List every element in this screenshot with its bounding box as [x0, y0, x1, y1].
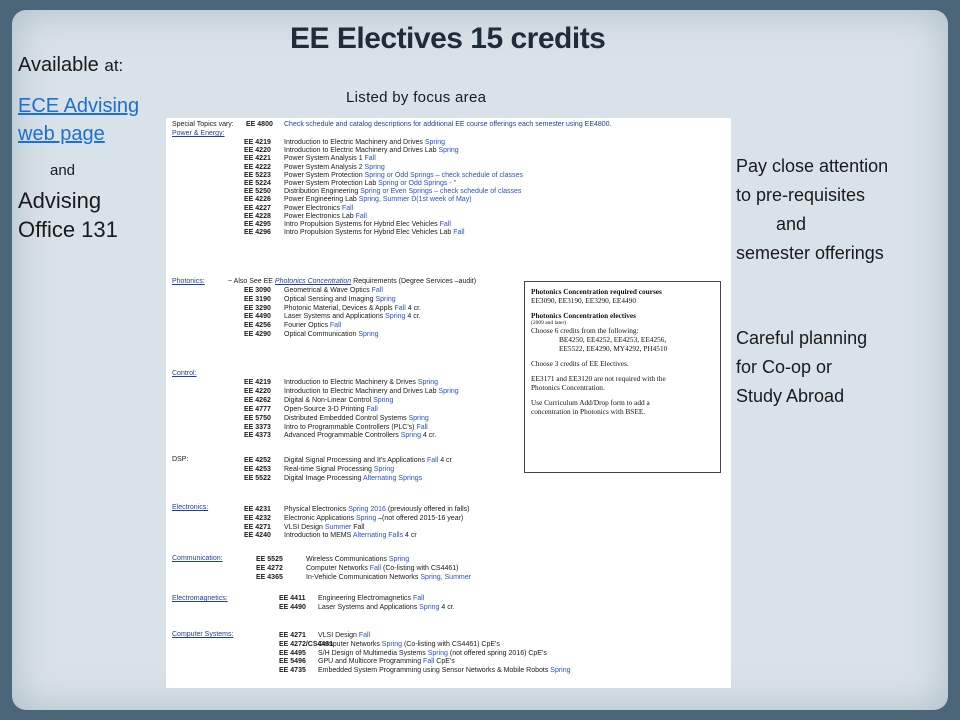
- course-name: Computer Networks: [306, 564, 370, 572]
- course-term: Spring: [385, 313, 406, 321]
- course-name: Distribution Engineering: [284, 188, 361, 196]
- course-name: Engineering Electromagnetics: [318, 595, 413, 602]
- photonics-note: [228, 278, 476, 285]
- course-term: Spring: [355, 514, 377, 522]
- course-name: Open-Source 3-D Printing: [284, 405, 367, 413]
- course-extra: 4 cr.: [405, 313, 421, 321]
- course-term: Spring: [417, 379, 439, 386]
- course-term: Spring: [358, 331, 379, 338]
- special-topics-label: Special Topics vary:: [172, 121, 234, 128]
- note-post: Requirements (Degree Services –audit): [353, 278, 477, 285]
- course-term: Spring: [438, 387, 459, 395]
- course-code: EE 3290: [244, 304, 271, 312]
- course-code: EE 5525: [256, 556, 283, 563]
- course-code: EE 4296: [244, 229, 271, 237]
- course-extra: 4 cr: [403, 532, 417, 540]
- course-title: [284, 388, 459, 395]
- course-name: S/H Design of Multimedia Systems: [318, 649, 428, 657]
- course-term: Fall: [412, 595, 425, 602]
- course-name: Distributed Embedded Control Systems: [284, 414, 409, 422]
- course-name: Laser Systems and Applications: [284, 313, 386, 321]
- course-name: Power System Protection Lab: [284, 180, 379, 187]
- course-term: Spring, Summer: [420, 573, 471, 581]
- course-code: EE 4272/CS4461: [279, 640, 334, 648]
- course-name: Photonic Material, Devices & Appls: [284, 304, 395, 312]
- course-name: Digital & Non-Linear Control: [284, 396, 374, 404]
- course-code: EE 4373: [244, 432, 271, 440]
- control-link[interactable]: Control:: [172, 370, 197, 377]
- office-line-2: Office 131: [18, 217, 118, 242]
- course-title: [284, 213, 367, 220]
- course-name: GPU and Multicore Programming: [318, 658, 424, 666]
- course-code: EE 4232: [244, 514, 271, 522]
- course-term: Fall: [355, 212, 367, 220]
- course-name: Intro Propulsion Systems for Hybrid Elec Vehicles Lab: [284, 229, 454, 237]
- course-extra: (Co-listing with CS4461) CpE's: [402, 640, 500, 648]
- course-title: [284, 139, 445, 146]
- course-term: Fall: [423, 658, 435, 666]
- course-name: Introduction to Electric Machinery and Drives Lab: [284, 387, 439, 395]
- course-term: Fall: [371, 287, 383, 294]
- course-code: EE 4262: [244, 396, 271, 404]
- course-term: Summer: [324, 523, 352, 531]
- course-title: [318, 641, 500, 648]
- course-code: EE 3090: [244, 287, 271, 294]
- course-name: Power Engineering Lab: [284, 196, 359, 204]
- photonics-concentration-link[interactable]: Photonics Concentration: [274, 278, 352, 285]
- course-title: [318, 595, 424, 602]
- course-term: Fall: [416, 423, 428, 431]
- course-term: Spring: [424, 139, 446, 146]
- course-code: EE 5250: [244, 188, 271, 196]
- photonics-link[interactable]: Photonics:: [172, 278, 205, 285]
- course-term: Spring: [388, 556, 410, 563]
- course-title: Check schedule and catalog descriptions for additional EE course offerings each semester using EE4800.: [284, 121, 612, 128]
- course-code: EE 3190: [244, 295, 271, 303]
- and-text-left: and: [50, 162, 76, 179]
- course-name: Introduction to Electric Machinery and Drives: [284, 139, 425, 146]
- course-code: EE 4220: [244, 387, 271, 395]
- course-term: Fall: [364, 155, 376, 163]
- course-title: [284, 532, 417, 539]
- course-code: EE 4253: [244, 466, 271, 473]
- power-energy-link[interactable]: Power & Energy:: [172, 130, 225, 137]
- course-extra: 4 cr.: [405, 304, 421, 312]
- course-title: [284, 196, 472, 203]
- course-name: Digital Image Processing: [284, 475, 363, 482]
- course-name: VLSI Design: [284, 523, 325, 531]
- course-name: In-Vehicle Communication Networks: [306, 573, 421, 581]
- course-title: [284, 475, 422, 482]
- course-code: EE 4252: [244, 457, 271, 464]
- course-code: EE 4227: [244, 204, 271, 212]
- course-title: [284, 406, 378, 413]
- box-line: EE3090, EE3190, EE3290, EE4490: [531, 296, 636, 305]
- box-subheading: (2009 and later): [531, 320, 567, 326]
- course-code: EE 4256: [244, 322, 271, 330]
- box-line: Choose 3 credits of EE Electives.: [531, 359, 629, 368]
- box-line: concentration in Photonics with BSEE.: [531, 407, 646, 416]
- planning-line-2: for Co-op or: [736, 357, 833, 377]
- note-line-1: Pay close attention: [736, 156, 889, 176]
- course-title: [318, 604, 455, 611]
- course-title: [284, 172, 523, 179]
- electromagnetics-link[interactable]: Electromagnetics:: [172, 595, 228, 602]
- course-code: EE 4272: [256, 564, 283, 572]
- course-name: Physical Electronics: [284, 506, 349, 513]
- course-term: Spring: [375, 295, 396, 303]
- course-name: Computer Networks: [318, 640, 382, 648]
- course-name: Intro Propulsion Systems for Hybrid Elec Vehicles: [284, 221, 440, 228]
- course-code: EE 4295: [244, 221, 271, 228]
- course-name: Optical Communication: [284, 331, 359, 338]
- course-name: Geometrical & Wave Optics: [284, 287, 372, 294]
- course-code: EE 4228: [244, 212, 271, 220]
- course-name: Power System Protection: [284, 171, 365, 179]
- course-code: EE 4777: [244, 405, 271, 413]
- course-term: Alternating Falls: [352, 532, 404, 540]
- planning-line-3: Study Abroad: [736, 386, 845, 406]
- course-term: Fall: [453, 229, 465, 237]
- course-term: Fall: [369, 564, 382, 572]
- course-term: Spring: [381, 640, 403, 648]
- course-term: Spring or Odd Springs – check schedule of classes: [364, 171, 523, 179]
- course-name: Power System Analysis 1: [284, 155, 365, 163]
- course-title: [284, 415, 429, 422]
- course-code: EE 4219: [244, 379, 271, 386]
- course-term: Fall: [341, 204, 354, 212]
- course-title: [284, 164, 385, 171]
- course-title: [318, 658, 455, 665]
- course-title: [284, 432, 436, 439]
- course-title: [284, 457, 452, 464]
- course-extra: 4 cr.: [420, 432, 437, 440]
- course-code: EE 5223: [244, 171, 271, 179]
- course-name: Embedded System Programming using Sensor Networks & Mobile Robots: [318, 667, 551, 675]
- box-line: Choose 6 credits from the following:: [531, 326, 639, 335]
- course-title: [284, 147, 459, 154]
- electives-document-image: [166, 118, 731, 688]
- link-line-1: ECE Advising: [18, 95, 140, 117]
- course-term: Fall: [439, 221, 451, 228]
- course-title: [284, 322, 341, 329]
- course-title: [284, 506, 470, 513]
- course-term: Alternating Springs: [362, 475, 423, 482]
- course-title: [284, 466, 394, 473]
- course-title: [306, 565, 459, 572]
- course-extra: (previously offered in falls): [385, 506, 470, 513]
- course-extra: –(not offered 2015-16 year): [376, 514, 464, 522]
- electronics-link[interactable]: Electronics:: [172, 504, 209, 511]
- box-line: EE3171 and EE3120 are not required with the: [531, 374, 666, 383]
- listed-by-focus-label: Listed by focus area: [346, 89, 487, 106]
- box-line: EE5522, EE4290, MY4292, PH4510: [559, 344, 668, 353]
- course-term: Spring: [373, 396, 394, 404]
- course-code: EE 5224: [244, 180, 271, 187]
- course-code: EE 4495: [279, 649, 306, 657]
- course-title: [318, 632, 370, 639]
- course-code: EE 4240: [244, 532, 271, 540]
- course-name: Wireless Communications: [306, 556, 389, 563]
- course-title: [284, 221, 451, 228]
- course-title: [284, 155, 376, 162]
- course-term: Spring: [419, 604, 440, 611]
- course-term: Spring 2016: [348, 506, 386, 513]
- box-heading-required: Photonics Concentration required courses: [531, 287, 662, 296]
- course-title: [318, 667, 571, 674]
- course-name: Optical Sensing and Imaging: [284, 295, 376, 303]
- course-code: EE 4411: [279, 595, 306, 602]
- course-name: Introduction to Electric Machinery and Drives Lab: [284, 147, 439, 155]
- course-title: [284, 397, 393, 404]
- course-code: EE 4231: [244, 506, 271, 513]
- course-code: EE 4221: [244, 155, 271, 163]
- box-heading-electives: Photonics Concentration electives: [531, 311, 636, 320]
- course-title: [284, 229, 465, 236]
- course-code: EE 4271: [244, 523, 271, 531]
- course-term: Spring: [373, 466, 395, 473]
- planning-note: [736, 324, 946, 411]
- course-term: Spring: [438, 147, 459, 155]
- course-name: Digital Signal Processing and It's Applications: [284, 457, 427, 464]
- link-line-2: web page: [18, 123, 105, 145]
- course-title: [284, 205, 353, 212]
- photonics-concentration-box: [524, 281, 721, 473]
- note-line-2: to pre-requisites: [736, 185, 866, 205]
- course-title: [284, 524, 365, 531]
- course-code: EE 3373: [244, 423, 271, 431]
- note-line-4: semester offerings: [736, 243, 884, 263]
- course-name: Real-time Signal Processing: [284, 466, 374, 473]
- course-title: [284, 515, 463, 522]
- available-word: Available: [18, 54, 99, 76]
- course-extra: (not offered spring 2016) CpE's: [447, 649, 547, 657]
- course-extra: 4 cr.: [439, 604, 455, 611]
- course-title: [284, 180, 456, 187]
- course-code: EE 4490: [244, 313, 271, 321]
- course-name: VLSI Design: [318, 632, 359, 639]
- course-name: Electronic Applications: [284, 514, 356, 522]
- course-extra: 4 cr: [438, 457, 452, 464]
- course-code: EE 4222: [244, 163, 271, 171]
- course-code: EE 4290: [244, 331, 271, 338]
- course-term: Spring: [427, 649, 448, 657]
- course-code: EE 4220: [244, 147, 271, 155]
- course-term: Spring: [400, 432, 421, 440]
- course-extra: (Co-listing with CS4461): [381, 564, 459, 572]
- course-name: Introduction to Electric Machinery & Drives: [284, 379, 418, 386]
- course-name: Advanced Programmable Controllers: [284, 432, 401, 440]
- course-code: EE 4490: [279, 604, 306, 611]
- course-term: Spring or Odd Springs - ": [378, 180, 457, 187]
- course-name: Intro to Programmable Controllers (PLC's): [284, 423, 417, 431]
- course-extra: CpE's: [434, 658, 455, 666]
- course-term: Fall: [426, 457, 439, 464]
- course-term: Fall: [394, 304, 406, 312]
- planning-line-1: Careful planning: [736, 328, 868, 348]
- course-code: EE 5750: [244, 414, 271, 422]
- course-title: [318, 650, 547, 657]
- course-code: EE 4735: [279, 667, 306, 675]
- note-line-3: and: [776, 214, 807, 234]
- prerequisite-note: [736, 152, 946, 268]
- course-term: Spring: [364, 163, 385, 171]
- available-at-text: [18, 54, 123, 77]
- course-term: Spring: [550, 667, 571, 675]
- course-name: Introduction to MEMS: [284, 532, 353, 540]
- course-term: Spring: [408, 414, 429, 422]
- course-title: [306, 556, 409, 563]
- course-term: Fall: [358, 632, 371, 639]
- course-title: [284, 305, 421, 312]
- course-code: EE 4271: [279, 632, 306, 639]
- box-line: Use Curriculum Add/Drop form to add a: [531, 398, 650, 407]
- slide-title: EE Electives 15 credits: [290, 22, 606, 55]
- box-line: Photonics Concentration.: [531, 383, 605, 392]
- course-title: [284, 379, 438, 386]
- box-line: BE4250, EE4252, EE4253, EE4256,: [559, 335, 667, 344]
- course-title: [284, 188, 521, 195]
- course-term: Fall: [329, 322, 342, 330]
- dsp-label: DSP:: [172, 456, 189, 463]
- course-code: EE 5496: [279, 658, 306, 666]
- course-title: [284, 296, 396, 303]
- course-name: Laser Systems and Applications: [318, 604, 420, 611]
- course-name: Power Electronics Lab: [284, 212, 356, 220]
- communication-link[interactable]: Communication:: [172, 555, 223, 562]
- course-name: Power System Analysis 2: [284, 163, 365, 171]
- course-code: EE 5522: [244, 475, 271, 482]
- office-line-1: Advising: [18, 188, 102, 213]
- course-extra: Fall: [351, 523, 365, 531]
- course-term: Spring or Even Springs – check schedule of classes: [360, 188, 522, 196]
- course-term: Fall: [366, 405, 378, 413]
- course-term: Spring, Summer D(1st week of May): [358, 196, 472, 204]
- course-code: EE 4219: [244, 139, 271, 146]
- course-code: EE 4800: [246, 121, 273, 128]
- course-name: Fourier Optics: [284, 322, 330, 330]
- ece-advising-link[interactable]: [18, 92, 188, 148]
- available-at-word: at:: [104, 56, 124, 75]
- advising-office-text: [18, 186, 178, 244]
- course-code: EE 4226: [244, 196, 271, 204]
- course-title: [284, 287, 383, 294]
- course-name: Power Electronics: [284, 204, 342, 212]
- course-title: [284, 331, 379, 338]
- note-pre: ~ Also See EE: [228, 278, 273, 285]
- course-code: EE 4365: [256, 573, 283, 581]
- course-title: [284, 313, 421, 320]
- course-title: [306, 574, 471, 581]
- computer-systems-link[interactable]: Computer Systems:: [172, 631, 234, 638]
- course-title: [284, 424, 428, 431]
